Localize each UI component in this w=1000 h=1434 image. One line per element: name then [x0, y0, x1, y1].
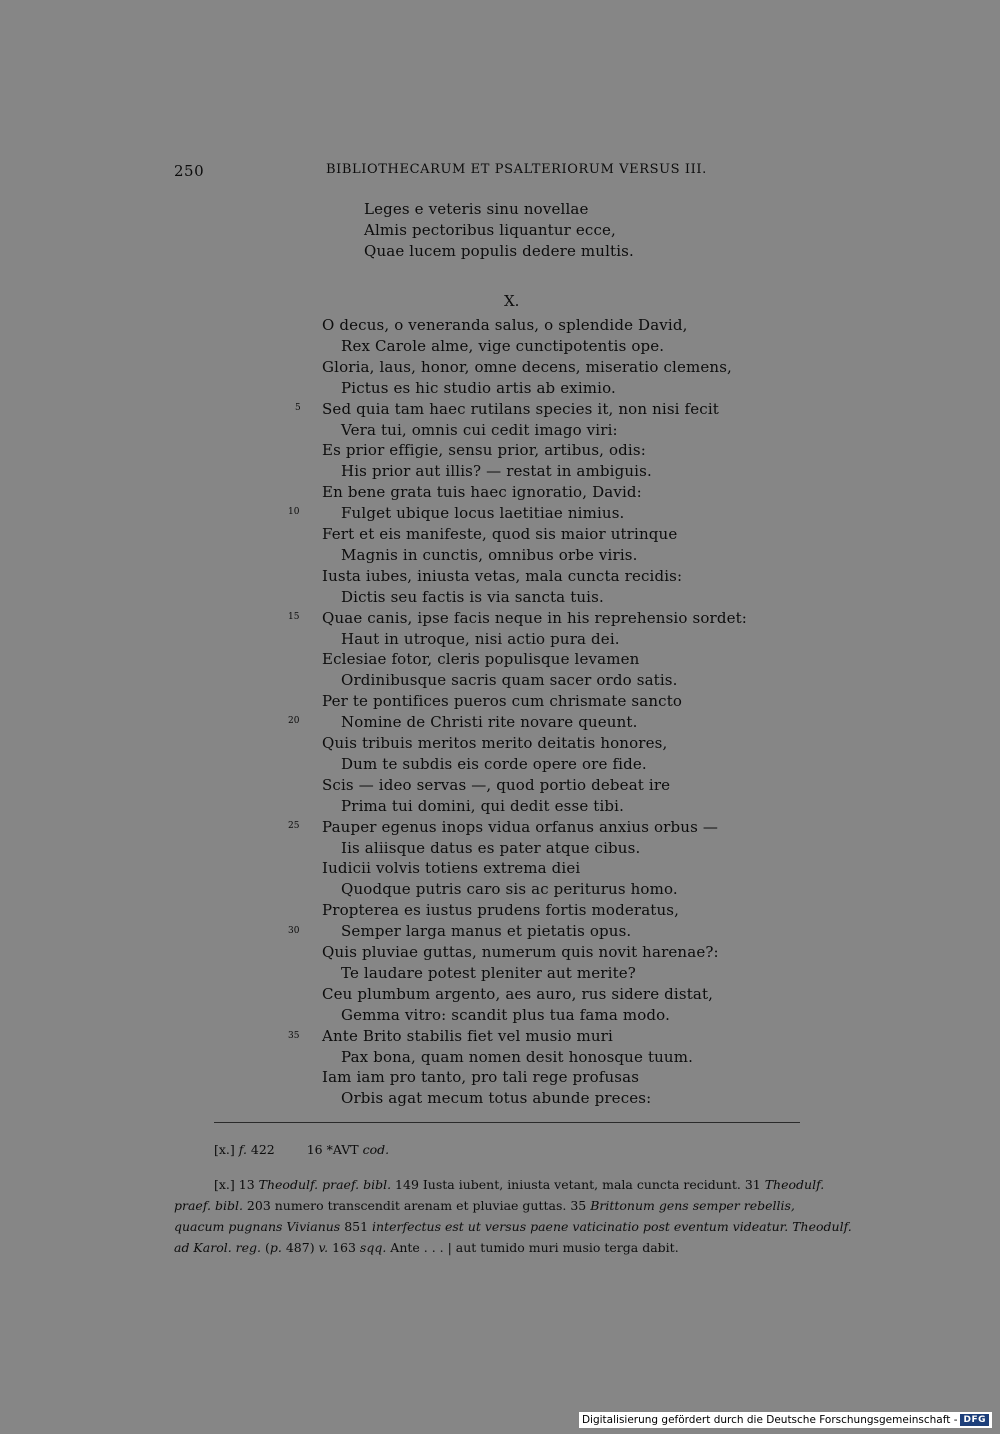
dfg-logo: DFG: [960, 1414, 989, 1426]
line-number: 20: [288, 716, 300, 726]
fontes-text: 203 numero transcendit arenam et pluviae guttas. 35: [242, 1198, 591, 1213]
apparatus-var-text: *AVT: [326, 1142, 359, 1157]
fontes-text: Ante . . . | aut tumido muri musio terga dabit.: [386, 1240, 679, 1255]
apparatus-ref: [x.]: [214, 1142, 235, 1157]
apparatus-folio-label: f.: [238, 1142, 247, 1157]
section-heading: X.: [504, 292, 520, 310]
pentameter-line: Nomine de Christi rite novare queunt.: [341, 713, 638, 731]
pentameter-line: Te laudare potest pleniter aut merite?: [341, 964, 636, 982]
pentameter-line: Dictis seu factis is via sancta tuis.: [341, 588, 604, 606]
hexameter-line: Scis — ideo servas —, quod portio debeat ire: [322, 776, 671, 794]
fontes-line: [174, 1195, 840, 1216]
hexameter-line: O decus, o veneranda salus, o splendide David,: [322, 316, 688, 334]
verse-line: Quae lucem populis dedere multis.: [364, 242, 634, 260]
pentameter-line: Rex Carole alme, vige cunctipotentis ope.: [341, 337, 665, 355]
fontes-source: Brittonum gens semper rebellis,: [590, 1198, 795, 1213]
line-number: 15: [288, 612, 300, 622]
pentameter-line: Magnis in cunctis, omnibus orbe viris.: [341, 546, 638, 564]
fontes-source: v.: [318, 1240, 329, 1255]
fontes-source: Theodulf.: [764, 1177, 825, 1192]
hexameter-line: Quis pluviae guttas, numerum quis novit harenae?:: [322, 943, 719, 961]
hexameter-line: Gloria, laus, honor, omne decens, miseratio clemens,: [322, 358, 732, 376]
hexameter-line: Quae canis, ipse facis neque in his reprehensio sordet:: [322, 609, 747, 627]
hexameter-line: Fert et eis manifeste, quod sis maior utrinque: [322, 525, 678, 543]
verse-line: Leges e veteris sinu novellae: [364, 200, 589, 218]
pentameter-line: Pax bona, quam nomen desit honosque tuum.: [341, 1048, 694, 1066]
fontes-line: [174, 1237, 840, 1258]
hexameter-line: Iusta iubes, iniusta vetas, mala cuncta recidis:: [322, 567, 683, 585]
hexameter-line: Propterea es iustus prudens fortis moderatus,: [322, 901, 680, 919]
apparatus-var-line: 16: [306, 1142, 323, 1157]
line-number: 5: [295, 403, 301, 413]
hexameter-line: Per te pontifices pueros cum chrismate sancto: [322, 692, 683, 710]
apparatus-folio: 422: [250, 1142, 275, 1157]
pentameter-line: Fulget ubique locus laetitiae nimius.: [341, 504, 625, 522]
fontes-text: [x.] 13: [214, 1177, 259, 1192]
verse-line: Almis pectoribus liquantur ecce,: [364, 221, 616, 239]
line-number: 30: [288, 926, 300, 936]
hexameter-line: Iam iam pro tanto, pro tali rege profusas: [322, 1068, 640, 1086]
hexameter-line: Ante Brito stabilis fiet vel musio muri: [322, 1027, 613, 1045]
fontes-source: quacum pugnans Vivianus: [174, 1219, 341, 1234]
hexameter-line: Pauper egenus inops vidua orfanus anxius orbus —: [322, 818, 718, 836]
fontes-line: [174, 1216, 852, 1237]
pentameter-line: Prima tui domini, qui dedit esse tibi.: [341, 797, 625, 815]
fontes-text: (: [261, 1240, 270, 1255]
fontes-source: ad Karol. reg.: [174, 1240, 262, 1255]
hexameter-line: Eclesiae fotor, cleris populisque levamen: [322, 650, 640, 668]
footer-credit-text: Digitalisierung gefördert durch die Deutsche Forschungsgemeinschaft -: [581, 1414, 958, 1426]
fontes-source: p.: [269, 1240, 282, 1255]
apparatus-var-source: cod.: [362, 1142, 390, 1157]
pentameter-line: Gemma vitro: scandit plus tua fama modo.: [341, 1006, 670, 1024]
page-number: 250: [174, 162, 205, 180]
fontes-text: 149 Iusta iubent, iniusta vetant, mala cuncta recidunt. 31: [391, 1177, 765, 1192]
fontes-line: [174, 1174, 840, 1195]
pentameter-line: Pictus es hic studio artis ab eximio.: [341, 379, 616, 397]
pentameter-line: Quodque putris caro sis ac periturus homo.: [341, 880, 678, 898]
fontes-text: 851: [340, 1219, 373, 1234]
fontes-source: praef. bibl.: [174, 1198, 243, 1213]
pentameter-line: Haut in utroque, nisi actio pura dei.: [341, 630, 620, 648]
hexameter-line: Quis tribuis meritos merito deitatis honores,: [322, 734, 668, 752]
pentameter-line: Iis aliisque datus es pater atque cibus.: [341, 839, 641, 857]
fontes-text: 487): [281, 1240, 319, 1255]
fontes-source: sqq.: [359, 1240, 387, 1255]
hexameter-line: Es prior effigie, sensu prior, artibus, odis:: [322, 441, 646, 459]
footnote-fontes: [174, 1174, 852, 1258]
pentameter-line: Ordinibusque sacris quam sacer ordo satis.: [341, 671, 678, 689]
line-number: 35: [288, 1031, 300, 1041]
hexameter-line: En bene grata tuis haec ignoratio, David:: [322, 483, 642, 501]
line-number: 25: [288, 821, 300, 831]
footer-credit: [579, 1412, 992, 1428]
fontes-text: 163: [328, 1240, 360, 1255]
footnote-apparatus: [214, 1139, 389, 1160]
running-head: BIBLIOTHECARUM ET PSALTERIORUM VERSUS III.: [326, 162, 707, 177]
pentameter-line: His prior aut illis? — restat in ambiguis.: [341, 462, 652, 480]
fontes-source: interfectus est ut versus paene vaticinatio post eventum videatur. Theodulf.: [372, 1219, 852, 1234]
hexameter-line: Sed quia tam haec rutilans species it, non nisi fecit: [322, 400, 719, 418]
hexameter-line: Ceu plumbum argento, aes auro, rus sidere distat,: [322, 985, 714, 1003]
pentameter-line: Dum te subdis eis corde opere ore fide.: [341, 755, 647, 773]
fontes-source: Theodulf. praef. bibl.: [258, 1177, 392, 1192]
footnote-rule: [214, 1122, 800, 1123]
line-number: 10: [288, 507, 300, 517]
pentameter-line: Vera tui, omnis cui cedit imago viri:: [341, 421, 618, 439]
pentameter-line: Semper larga manus et pietatis opus.: [341, 922, 632, 940]
pentameter-line: Orbis agat mecum totus abunde preces:: [341, 1089, 652, 1107]
hexameter-line: Iudicii volvis totiens extrema diei: [322, 859, 581, 877]
